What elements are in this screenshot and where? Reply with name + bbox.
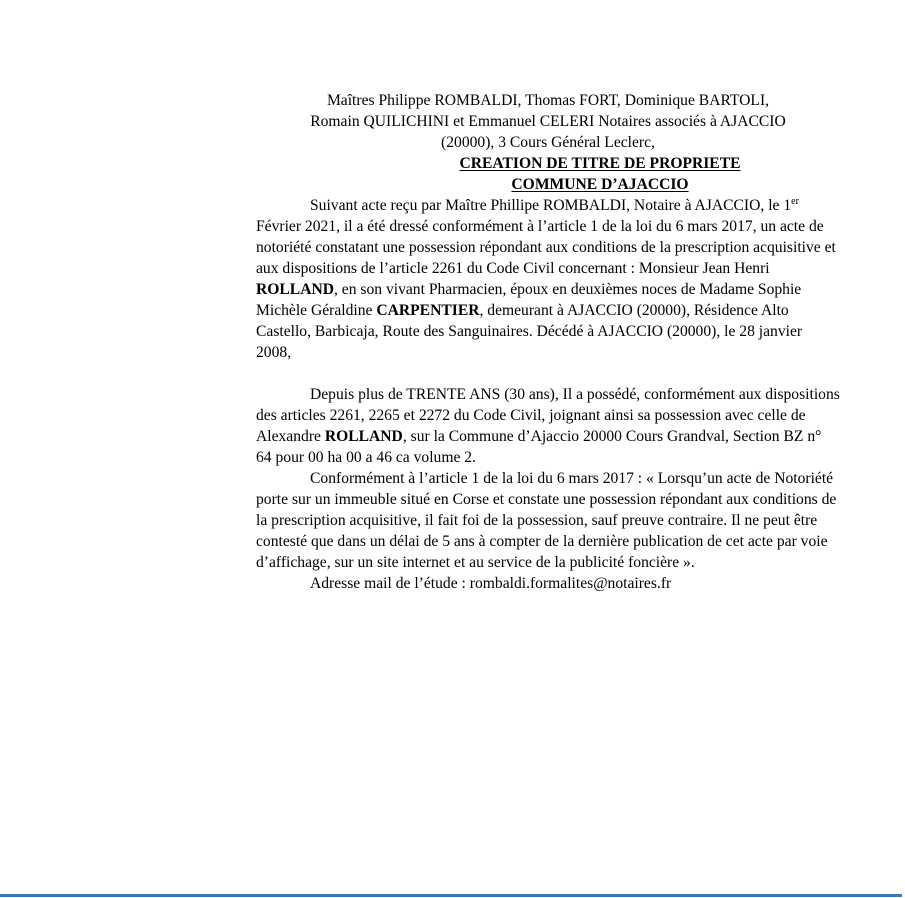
- header-line-1: Maîtres Philippe ROMBALDI, Thomas FORT, Dominique BARTOLI,: [326, 92, 770, 109]
- title-line-2: COMMUNE D’AJACCIO: [511, 176, 689, 193]
- paragraph-deed: [256, 195, 840, 363]
- deed-text-a: Suivant acte reçu par Maître Phillipe ROMBALDI, Notaire à AJACCIO, le 1: [310, 197, 792, 214]
- paragraph-law: Conformément à l’article 1 de la loi du 6 mars 2017 : « Lorsqu’un acte de Notoriété porte sur un immeuble situé en Corse et constate une possession répondant aux conditions de la prescription acquisitive, il fait foi de la possession, sauf preuve contraire. Il ne peut être contesté que dans un délai de 5 ans à compter de la dernière publication de cet acte par voie d’affichage, sur un site internet et au service de la publicité foncière ».: [256, 470, 837, 571]
- legal-notice: [256, 90, 840, 594]
- footer-rule: [0, 894, 902, 897]
- deed-text-c: , en son vivant Pharmacien, époux en deuxièmes noces de Madame Sophie Michèle Géraldine: [256, 281, 802, 319]
- notary-header: [256, 90, 840, 153]
- possession-text-b: , sur la Commune d’Ajaccio 20000 Cours Grandval, Section BZ n° 64 pour 00 ha 00 a 46 ca volume 2.: [256, 428, 822, 466]
- title-line-1: CREATION DE TITRE DE PROPRIETE: [459, 155, 741, 172]
- possession-text-a: Depuis plus de TRENTE ANS (30 ans), Il a possédé, conformément aux dispositions des articles 2261, 2265 et 2272 du Code Civil, joignant ainsi sa possession avec celle de Alexandre: [256, 386, 840, 445]
- paragraph-email: Adresse mail de l’étude : rombaldi.formalites@notaires.fr: [310, 575, 672, 592]
- deed-name-rolland: ROLLAND: [256, 281, 334, 298]
- header-line-2: Romain QUILICHINI et Emmanuel CELERI Notaires associés à AJACCIO: [310, 113, 786, 130]
- deed-superscript: er: [791, 196, 799, 207]
- header-line-3: (20000), 3 Cours Général Leclerc,: [441, 134, 655, 151]
- possession-name-rolland: ROLLAND: [324, 428, 403, 445]
- deed-text-d: , demeurant à AJACCIO (20000), Résidence Alto Castello, Barbicaja, Route des Sanguinaires. Décédé à AJACCIO (20000), le 28 janvier 2008,: [256, 302, 803, 361]
- notice-title: [256, 153, 840, 195]
- paragraph-possession: [256, 384, 840, 468]
- paragraph-gap: [256, 363, 840, 384]
- deed-name-carpentier: CARPENTIER: [376, 302, 480, 319]
- deed-text-b: Février 2021, il a été dressé conformément à l’article 1 de la loi du 6 mars 2017, un acte de notoriété constatant une possession répondant aux conditions de la prescription acquisitive et aux dispositions de l’article 2261 du Code Civil concernant : Monsieur Jean Henri: [256, 218, 836, 277]
